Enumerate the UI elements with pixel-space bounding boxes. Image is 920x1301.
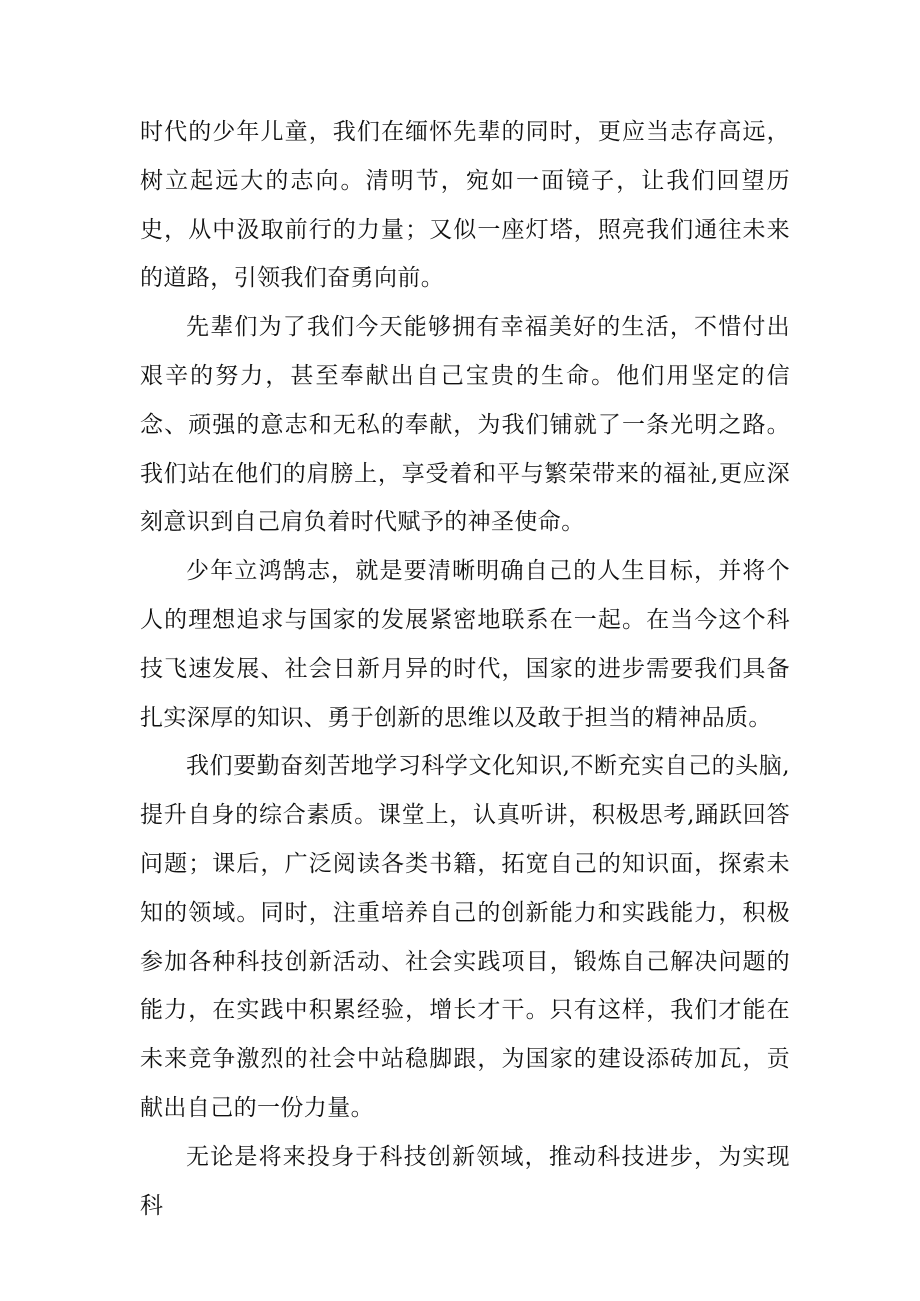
body-text — [140, 108, 790, 1230]
paragraph-1: 时代的少年儿童，我们在缅怀先辈的同时，更应当志存高远，树立起远大的志向。清明节，宛如一面镜子，让我们回望历史，从中汲取前行的力量；又似一座灯塔，照亮我们通往未来的道路，引领我们奋勇向前。 — [140, 119, 790, 292]
paragraph-5: 无论是将来投身于科技创新领域，推动科技进步，为实现科 — [140, 1143, 790, 1219]
paragraph-2: 先辈们为了我们今天能够拥有幸福美好的生活，不惜付出艰辛的努力，甚至奉献出自己宝贵的生命。他们用坚定的信念、顽强的意志和无私的奉献，为我们铺就了一条光明之路。我们站在他们的肩膀上，享受着和平与繁荣带来的福祉,更应深刻意识到自己肩负着时代赋予的神圣使命。 — [140, 314, 790, 536]
paragraph-4: 我们要勤奋刻苦地学习科学文化知识,不断充实自己的头脑,提升自身的综合素质。课堂上，认真听讲，积极思考,踊跃回答问题；课后，广泛阅读各类书籍，拓宽自己的知识面，探索未知的领域。同时，注重培养自己的创新能力和实践能力，积极参加各种科技创新活动、社会实践项目，锻炼自己解决问题的能力，在实践中积累经验，增长才干。只有这样，我们才能在未来竞争激烈的社会中站稳脚跟，为国家的建设添砖加瓦，贡献出自己的一份力量。 — [140, 753, 790, 1121]
paragraph-3: 少年立鸿鹄志，就是要清晰明确自己的人生目标，并将个人的理想追求与国家的发展紧密地联系在一起。在当今这个科技飞速发展、社会日新月异的时代，国家的进步需要我们具备扎实深厚的知识、勇于创新的思维以及敢于担当的精神品质。 — [140, 558, 790, 731]
